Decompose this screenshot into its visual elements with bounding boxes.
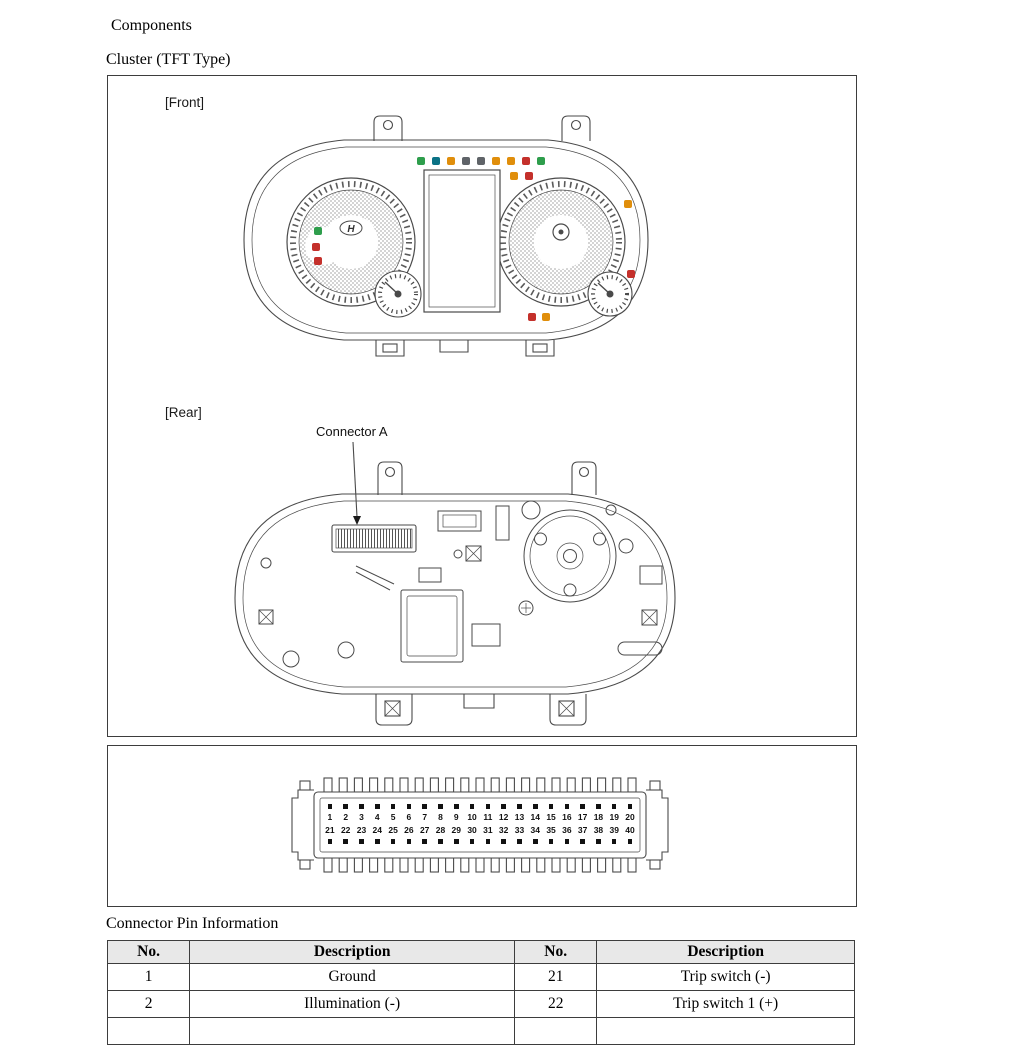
brand-logo: H [347, 224, 355, 235]
col-header-no-1: No. [108, 941, 190, 964]
pin-contact-icon [470, 839, 475, 844]
front-view-drawing [226, 104, 666, 374]
pin-contact-icon [580, 804, 585, 809]
pin-contact-icon [375, 839, 380, 844]
pin-number: 28 [435, 825, 446, 835]
pin-number: 2 [343, 812, 349, 822]
front-telltales-overlay [226, 104, 666, 374]
rear-cluster-drawing [220, 418, 690, 728]
pin-squares-top-row [322, 802, 638, 811]
col-header-desc-1: Description [190, 941, 515, 964]
pin-number: 20 [625, 812, 635, 822]
pin-contact-icon [549, 839, 554, 844]
pin-number: 12 [498, 812, 509, 822]
telltale-teal-icon [432, 157, 440, 165]
telltale-amber-1-icon [447, 157, 455, 165]
pin-number: 35 [546, 825, 556, 835]
pin-contact-icon [359, 839, 364, 844]
pin-contact-icon [533, 804, 538, 809]
pin-contact-icon [391, 804, 396, 809]
pin-number: 31 [483, 825, 493, 835]
pin-number: 27 [419, 825, 430, 835]
pin-contact-icon [565, 839, 570, 844]
connector-a-label: Connector A [316, 424, 388, 439]
telltale-gray-1-icon [462, 157, 470, 165]
telltale-red-3-icon [312, 243, 320, 251]
telltale-amber-6-icon [542, 313, 550, 321]
pin-contact-icon [422, 839, 427, 844]
pin-numbers-bottom-row [322, 824, 638, 837]
pin-table-cell: Illumination (-) [190, 991, 515, 1018]
telltale-green-a-icon [314, 227, 322, 235]
pin-number: 14 [530, 812, 540, 822]
pin-table-cell: 2 [108, 991, 190, 1018]
pin-table-header-row [108, 941, 855, 964]
pin-number: 6 [406, 812, 412, 822]
pin-contact-icon [596, 804, 601, 809]
pin-contact-icon [438, 839, 443, 844]
pin-contact-icon [501, 839, 506, 844]
telltale-red-2-icon [525, 172, 533, 180]
pin-contact-icon [328, 804, 333, 809]
col-header-desc-2: Description [597, 941, 855, 964]
pin-contact-icon [328, 839, 333, 844]
pin-contact-icon [343, 804, 348, 809]
pin-contact-icon [422, 804, 427, 809]
pin-contact-icon [596, 839, 601, 844]
pin-number: 8 [438, 812, 443, 822]
telltale-turn-left-icon [417, 157, 425, 165]
telltale-red-5-icon [627, 270, 635, 278]
cluster-diagram-box [107, 75, 857, 737]
pin-number: 29 [451, 825, 461, 835]
pin-number: 26 [404, 825, 414, 835]
pin-number: 15 [546, 812, 556, 822]
pin-number: 10 [467, 812, 477, 822]
pin-table-row [108, 964, 855, 991]
pin-number: 21 [325, 825, 335, 835]
pin-contact-icon [391, 839, 396, 844]
pin-contact-icon [470, 804, 475, 809]
telltale-turn-right-icon [537, 157, 545, 165]
front-view-label: [Front] [165, 95, 205, 110]
pin-table-cell: 21 [515, 964, 597, 991]
col-header-no-2: No. [515, 941, 597, 964]
connector-teeth-top [324, 778, 636, 792]
pin-number: 30 [467, 825, 477, 835]
pin-contact-icon [438, 804, 443, 809]
pin-info-title: Connector Pin Information [106, 915, 279, 932]
pin-table-cell: 1 [108, 964, 190, 991]
pin-table-row-partial [108, 1018, 855, 1045]
pin-number: 24 [372, 825, 383, 835]
connector-pin-grid [322, 802, 638, 846]
telltale-gray-2-icon [477, 157, 485, 165]
connector-a-arrow-icon [353, 516, 361, 525]
pin-contact-icon [343, 839, 348, 844]
connector-teeth-bottom [324, 858, 636, 872]
pin-table-row [108, 991, 855, 1018]
rear-view-drawing [220, 418, 690, 728]
pin-contact-icon [580, 839, 585, 844]
pin-number: 23 [356, 825, 367, 835]
pin-number: 22 [340, 825, 351, 835]
pin-number: 39 [609, 825, 619, 835]
pin-number: 40 [625, 825, 635, 835]
pin-number: 36 [562, 825, 572, 835]
pin-contact-icon [628, 804, 633, 809]
telltale-amber-2-icon [492, 157, 500, 165]
pin-number: 19 [609, 812, 619, 822]
pin-number: 5 [390, 812, 396, 822]
pin-number: 37 [577, 825, 588, 835]
pin-number: 13 [514, 812, 525, 822]
pin-contact-icon [359, 804, 364, 809]
rear-components [259, 501, 662, 667]
pin-number: 17 [577, 812, 588, 822]
pin-number: 3 [359, 812, 364, 822]
pin-table-cell: Trip switch 1 (+) [597, 991, 855, 1018]
pin-contact-icon [517, 839, 522, 844]
pin-number: 11 [483, 812, 493, 822]
pin-number: 25 [388, 825, 398, 835]
pin-numbers-top-row [322, 811, 638, 824]
telltale-amber-5-icon [624, 200, 632, 208]
pin-number: 33 [514, 825, 525, 835]
telltale-red-1-icon [522, 157, 530, 165]
pin-contact-icon [517, 804, 522, 809]
rear-housing [235, 442, 675, 725]
pin-contact-icon [549, 804, 554, 809]
pin-number: 9 [453, 812, 459, 822]
telltale-amber-3-icon [507, 157, 515, 165]
pin-contact-icon [565, 804, 570, 809]
pin-number: 7 [422, 812, 428, 822]
pin-contact-icon [533, 839, 538, 844]
pin-table-cell: 22 [515, 991, 597, 1018]
pin-contact-icon [501, 804, 506, 809]
telltale-red-seatbelt-icon [528, 313, 536, 321]
pin-number: 38 [593, 825, 604, 835]
pin-number: 32 [498, 825, 509, 835]
pin-number: 1 [327, 812, 333, 822]
pin-contact-icon [486, 839, 491, 844]
connector-diagram-box [107, 745, 857, 907]
pin-info-table [107, 940, 855, 1045]
pin-number: 18 [593, 812, 604, 822]
telltale-red-4-icon [314, 257, 322, 265]
pin-squares-bottom-row [322, 837, 638, 846]
pin-contact-icon [375, 804, 380, 809]
pin-number: 16 [562, 812, 572, 822]
pin-contact-icon [612, 839, 617, 844]
pin-contact-icon [612, 804, 617, 809]
pin-table-cell: Ground [190, 964, 515, 991]
pin-contact-icon [454, 804, 459, 809]
rear-view-label: [Rear] [165, 405, 202, 420]
connector-a-block [332, 525, 416, 552]
page-title: Components [111, 17, 192, 34]
pin-table-cell: Trip switch (-) [597, 964, 855, 991]
telltale-amber-4-icon [510, 172, 518, 180]
pin-contact-icon [486, 804, 491, 809]
pin-contact-icon [407, 839, 412, 844]
pin-contact-icon [454, 839, 459, 844]
pin-contact-icon [628, 839, 633, 844]
pin-contact-icon [407, 804, 412, 809]
pin-number: 34 [530, 825, 540, 835]
section-title: Cluster (TFT Type) [106, 51, 231, 68]
pin-number: 4 [374, 812, 380, 822]
connector-a-leader-line [353, 442, 357, 517]
